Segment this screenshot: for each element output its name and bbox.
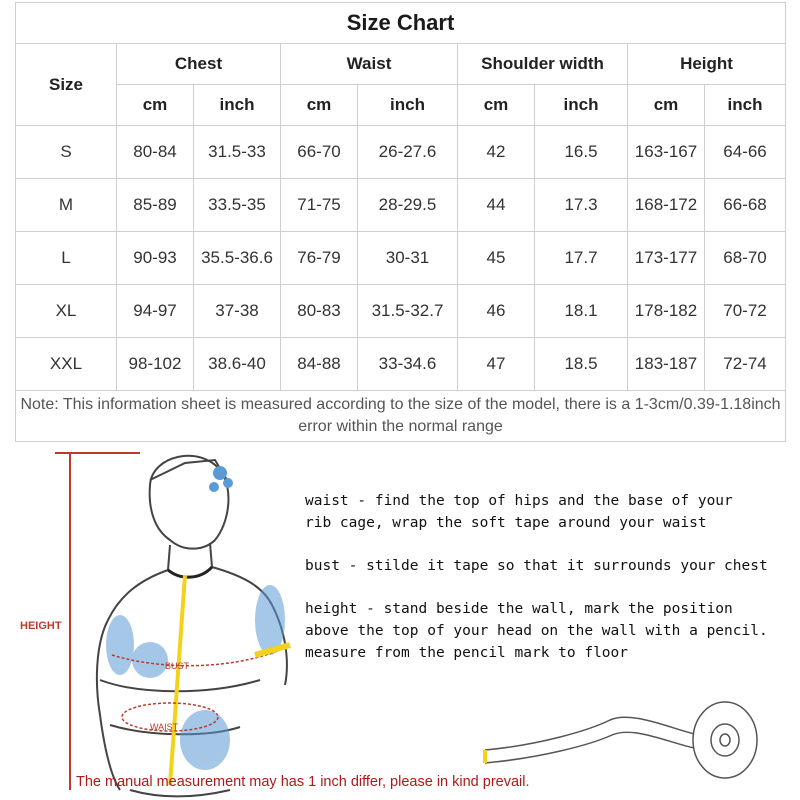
table-cell: 44 (458, 179, 535, 232)
unit-header: inch (705, 85, 786, 126)
chest-header: Chest (117, 44, 281, 85)
table-cell: 46 (458, 285, 535, 338)
table-cell: 68-70 (705, 232, 786, 285)
height-label: HEIGHT (20, 620, 62, 632)
size-header: Size (16, 44, 117, 126)
instruction-height-line2: above the top of your head on the wall with a pencil. (305, 623, 768, 639)
table-cell: 45 (458, 232, 535, 285)
bust-label: BUST (165, 661, 190, 671)
table-cell: 37-38 (194, 285, 281, 338)
table-cell: 173-177 (628, 232, 705, 285)
neckline (168, 567, 212, 577)
table-cell: 35.5-36.6 (194, 232, 281, 285)
table-cell: 66-70 (281, 126, 358, 179)
table-cell: 66-68 (705, 179, 786, 232)
table-cell: 31.5-32.7 (358, 285, 458, 338)
unit-header: cm (458, 85, 535, 126)
table-cell: 98-102 (117, 338, 194, 391)
table-cell: 70-72 (705, 285, 786, 338)
unit-header: cm (117, 85, 194, 126)
table-cell: 16.5 (535, 126, 628, 179)
table-cell: 18.1 (535, 285, 628, 338)
table-cell: 90-93 (117, 232, 194, 285)
unit-header: inch (535, 85, 628, 126)
table-cell: 94-97 (117, 285, 194, 338)
instruction-bust: bust - stilde it tape so that it surrounds your chest (305, 558, 768, 574)
table-cell: 26-27.6 (358, 126, 458, 179)
table-cell: 183-187 (628, 338, 705, 391)
table-cell: 76-79 (281, 232, 358, 285)
table-title: Size Chart (16, 3, 786, 44)
table-row (16, 126, 786, 179)
table-cell: 85-89 (117, 179, 194, 232)
table-cell: 72-74 (705, 338, 786, 391)
waist-header: Waist (281, 44, 458, 85)
size-cell: XL (16, 285, 117, 338)
waist-label: WAIST (150, 722, 179, 732)
table-row (16, 232, 786, 285)
shoulder-width-header: Shoulder width (458, 44, 628, 85)
table-cell: 168-172 (628, 179, 705, 232)
instruction-waist-line1: waist - find the top of hips and the base of your (305, 493, 733, 509)
table-cell: 33.5-35 (194, 179, 281, 232)
table-row (16, 285, 786, 338)
table-cell: 28-29.5 (358, 179, 458, 232)
instruction-height-line1: height - stand beside the wall, mark the position (305, 601, 733, 617)
table-cell: 17.3 (535, 179, 628, 232)
table-cell: 80-84 (117, 126, 194, 179)
unit-header: cm (628, 85, 705, 126)
unit-header: inch (194, 85, 281, 126)
table-cell: 47 (458, 338, 535, 391)
table-row (16, 179, 786, 232)
tape-measure-icon (485, 702, 757, 778)
size-cell: S (16, 126, 117, 179)
instruction-waist-line2: rib cage, wrap the soft tape around your waist (305, 515, 707, 531)
unit-header: inch (358, 85, 458, 126)
table-cell: 33-34.6 (358, 338, 458, 391)
table-cell: 42 (458, 126, 535, 179)
hair-clip-icon (209, 466, 233, 492)
table-cell: 30-31 (358, 232, 458, 285)
size-cell: M (16, 179, 117, 232)
size-cell: XXL (16, 338, 117, 391)
table-cell: 38.6-40 (194, 338, 281, 391)
table-cell: 18.5 (535, 338, 628, 391)
shading (106, 585, 285, 770)
size-cell: L (16, 232, 117, 285)
footer-disclaimer: The manual measurement may has 1 inch differ, please in kind prevail. (76, 774, 530, 790)
table-cell: 17.7 (535, 232, 628, 285)
unit-header: cm (281, 85, 358, 126)
height-header: Height (628, 44, 786, 85)
table-cell: 178-182 (628, 285, 705, 338)
table-cell: 31.5-33 (194, 126, 281, 179)
table-note: Note: This information sheet is measured according to the size of the model, there is a 1-3cm/0.39-1.18inch error within the normal range (16, 391, 786, 442)
instruction-height-line3: measure from the pencil mark to floor (305, 645, 629, 661)
table-cell: 64-66 (705, 126, 786, 179)
table-cell: 80-83 (281, 285, 358, 338)
size-chart-table (15, 2, 786, 442)
table-row (16, 338, 786, 391)
table-cell: 84-88 (281, 338, 358, 391)
table-cell: 71-75 (281, 179, 358, 232)
table-cell: 163-167 (628, 126, 705, 179)
